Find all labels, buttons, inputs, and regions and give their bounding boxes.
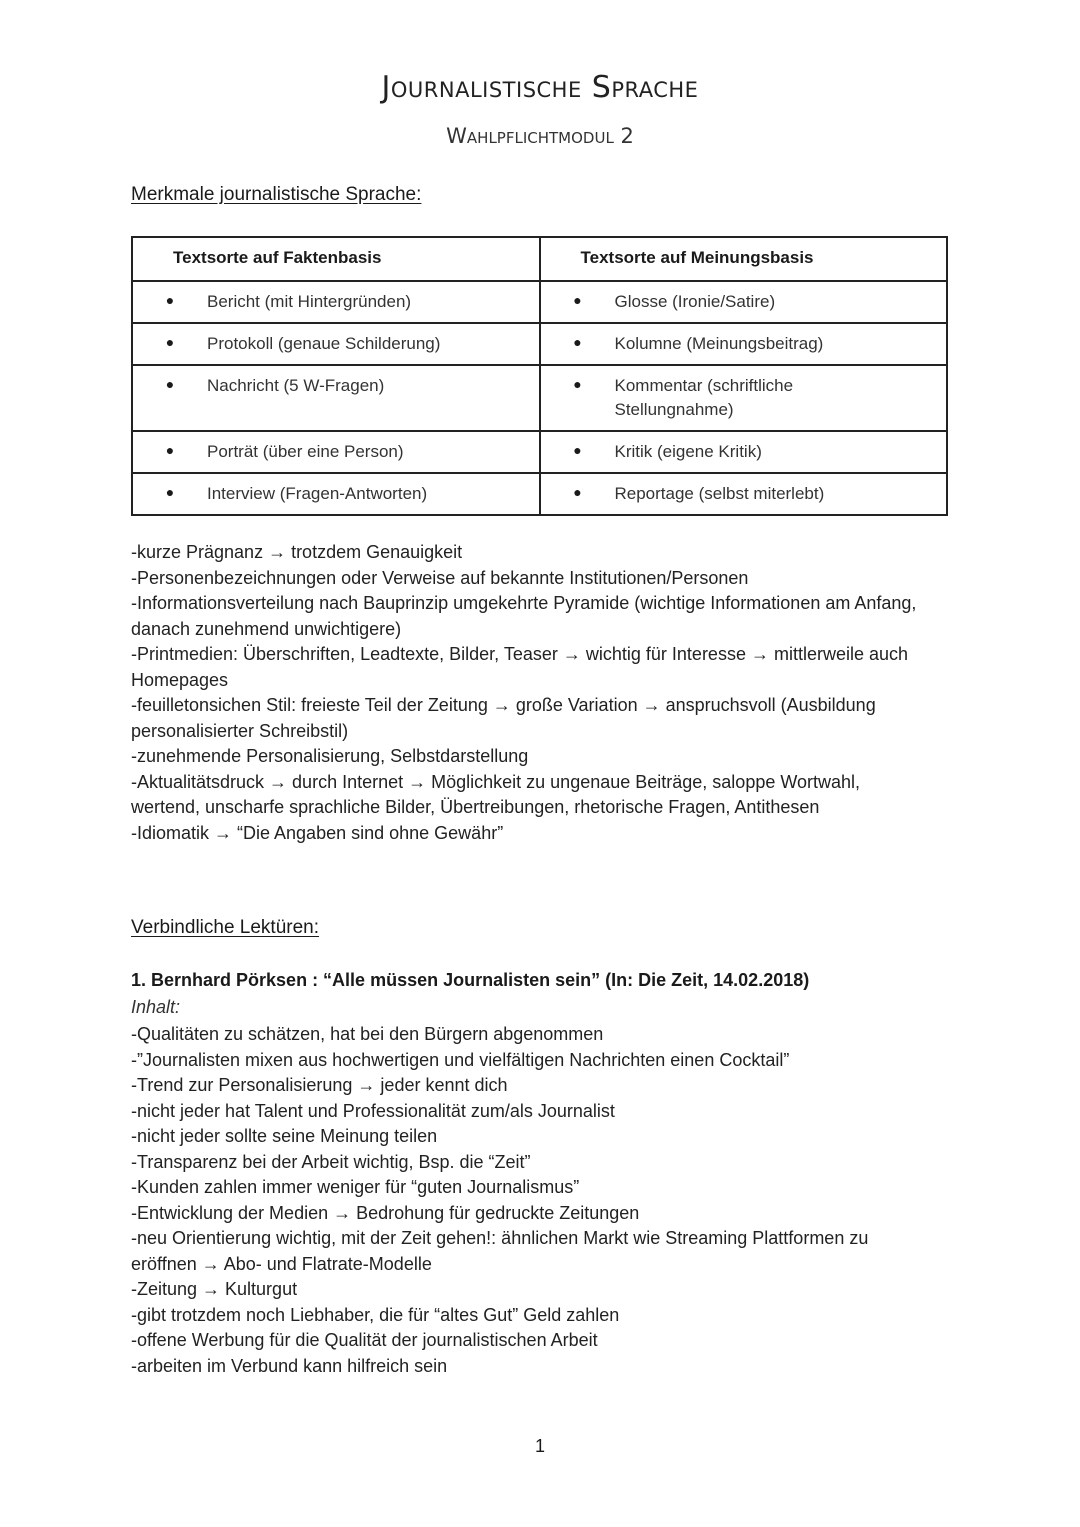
bullet-icon: ● bbox=[573, 334, 582, 350]
table-cell bbox=[540, 431, 948, 473]
table-cell bbox=[132, 365, 540, 431]
table-cell bbox=[132, 431, 540, 473]
bullet-icon: ● bbox=[165, 334, 175, 350]
bullet-icon: ● bbox=[573, 484, 582, 500]
section-heading-readings: Verbindliche Lektüren: bbox=[131, 917, 320, 938]
cell-text: Interview (Fragen-Antworten) bbox=[207, 484, 428, 503]
cell-text: Glosse (Ironie/Satire) bbox=[614, 292, 776, 311]
table-cell bbox=[540, 473, 948, 515]
cell-text: Porträt (über eine Person) bbox=[207, 442, 404, 461]
page-subtitle: Wahlpflichtmodul 2 bbox=[446, 124, 634, 148]
list-item: -”Journalisten mixen aus hochwertigen und vielfältigen Nachrichten einen Cocktail” bbox=[131, 1049, 790, 1070]
list-item: -Kunden zahlen immer weniger für “guten Journalismus” bbox=[131, 1177, 580, 1197]
list-item: -nicht jeder sollte seine Meinung teilen bbox=[131, 1126, 438, 1146]
reading-content-label: Inhalt: bbox=[131, 997, 181, 1017]
note-line: -feuilletonsichen Stil: freieste Teil der Zeitung → große Variation → anspruchsvoll (Ausbildung personalisierter Schreibstil) bbox=[131, 695, 876, 741]
list-item: -Zeitung → Kulturgut bbox=[131, 1279, 298, 1299]
cell-text: Kolumne (Meinungsbeitrag) bbox=[614, 334, 824, 353]
list-item: -Entwicklung der Medien → Bedrohung für gedruckte Zeitungen bbox=[131, 1202, 640, 1223]
bullet-icon: ● bbox=[573, 292, 582, 308]
list-item: -offene Werbung für die Qualität der journalistischen Arbeit bbox=[131, 1330, 598, 1350]
note-line: -Aktualitätsdruck → durch Internet → Möglichkeit zu ungenaue Beiträge, saloppe Wortwahl, wertend, unscharfe sprachliche Bilder, Übertreibungen, rhetorische Fragen, Antithesen bbox=[131, 771, 861, 817]
bullet-icon: ● bbox=[573, 442, 582, 458]
note-line: -kurze Prägnanz → trotzdem Genauigkeit bbox=[131, 542, 463, 562]
cell-text: Reportage (selbst miterlebt) bbox=[614, 484, 825, 503]
table-header: Textsorte auf Meinungsbasis bbox=[540, 237, 948, 281]
table-cell bbox=[132, 473, 540, 515]
table-row bbox=[132, 473, 947, 515]
table-cell bbox=[540, 365, 948, 431]
section-heading-features: Merkmale journalistische Sprache: bbox=[131, 184, 422, 205]
table-cell bbox=[540, 281, 948, 323]
bullet-icon: ● bbox=[165, 442, 175, 458]
note-line: -Printmedien: Überschriften, Leadtexte, Bilder, Teaser → wichtig für Interesse → mittlerweile auch Homepages bbox=[131, 644, 909, 690]
cell-text: Bericht (mit Hintergründen) bbox=[207, 292, 412, 311]
cell-text: Nachricht (5 W-Fragen) bbox=[207, 376, 385, 395]
cell-text: Kommentar (schriftliche Stellungnahme) bbox=[614, 376, 794, 419]
page-number: 1 bbox=[534, 1436, 545, 1456]
note-line: -Idiomatik → “Die Angaben sind ohne Gewähr” bbox=[131, 822, 504, 843]
table-header: Textsorte auf Faktenbasis bbox=[132, 237, 540, 281]
table-row bbox=[132, 281, 947, 323]
table-cell bbox=[540, 323, 948, 365]
table-row bbox=[132, 431, 947, 473]
list-item: -arbeiten im Verbund kann hilfreich sein bbox=[131, 1355, 448, 1376]
note-line: -Informationsverteilung nach Bauprinzip umgekehrte Pyramide (wichtige Informationen am Anfang, danach zunehmend unwichtigere) bbox=[131, 593, 917, 639]
page-title: Journalistische Sprache bbox=[381, 70, 699, 105]
reading-title: 1. Bernhard Pörksen : “Alle müssen Journalisten sein” (In: Die Zeit, 14.02.2018) bbox=[131, 970, 810, 990]
table-header-row bbox=[132, 237, 947, 281]
list-item: -nicht jeder hat Talent und Professionalität zum/als Journalist bbox=[131, 1100, 615, 1121]
cell-text: Protokoll (genaue Schilderung) bbox=[207, 334, 441, 353]
list-item: -Trend zur Personalisierung → jeder kennt dich bbox=[131, 1075, 508, 1095]
list-item: -Transparenz bei der Arbeit wichtig, Bsp. die “Zeit” bbox=[131, 1151, 531, 1172]
bullet-icon: ● bbox=[165, 484, 175, 500]
text-types-table bbox=[131, 236, 948, 516]
table-cell bbox=[132, 281, 540, 323]
list-item: -gibt trotzdem noch Liebhaber, die für “altes Gut” Geld zahlen bbox=[131, 1304, 620, 1325]
list-item: -neu Orientierung wichtig, mit der Zeit gehen!: ähnlichen Markt wie Streaming Plattformen zu eröffnen → Abo- und Flatrate-Modelle bbox=[131, 1228, 869, 1274]
features-notes bbox=[131, 540, 931, 846]
bullet-icon: ● bbox=[165, 376, 175, 392]
bullet-icon: ● bbox=[165, 292, 175, 308]
note-line: -zunehmende Personalisierung, Selbstdarstellung bbox=[131, 746, 529, 766]
table-row bbox=[132, 323, 947, 365]
cell-text: Kritik (eigene Kritik) bbox=[614, 442, 762, 461]
reading-content-list bbox=[131, 1022, 931, 1379]
bullet-icon: ● bbox=[573, 376, 582, 392]
list-item: -Qualitäten zu schätzen, hat bei den Bürgern abgenommen bbox=[131, 1024, 604, 1044]
table-cell bbox=[132, 323, 540, 365]
note-line: -Personenbezeichnungen oder Verweise auf bekannte Institutionen/Personen bbox=[131, 567, 749, 588]
table-row bbox=[132, 365, 947, 431]
